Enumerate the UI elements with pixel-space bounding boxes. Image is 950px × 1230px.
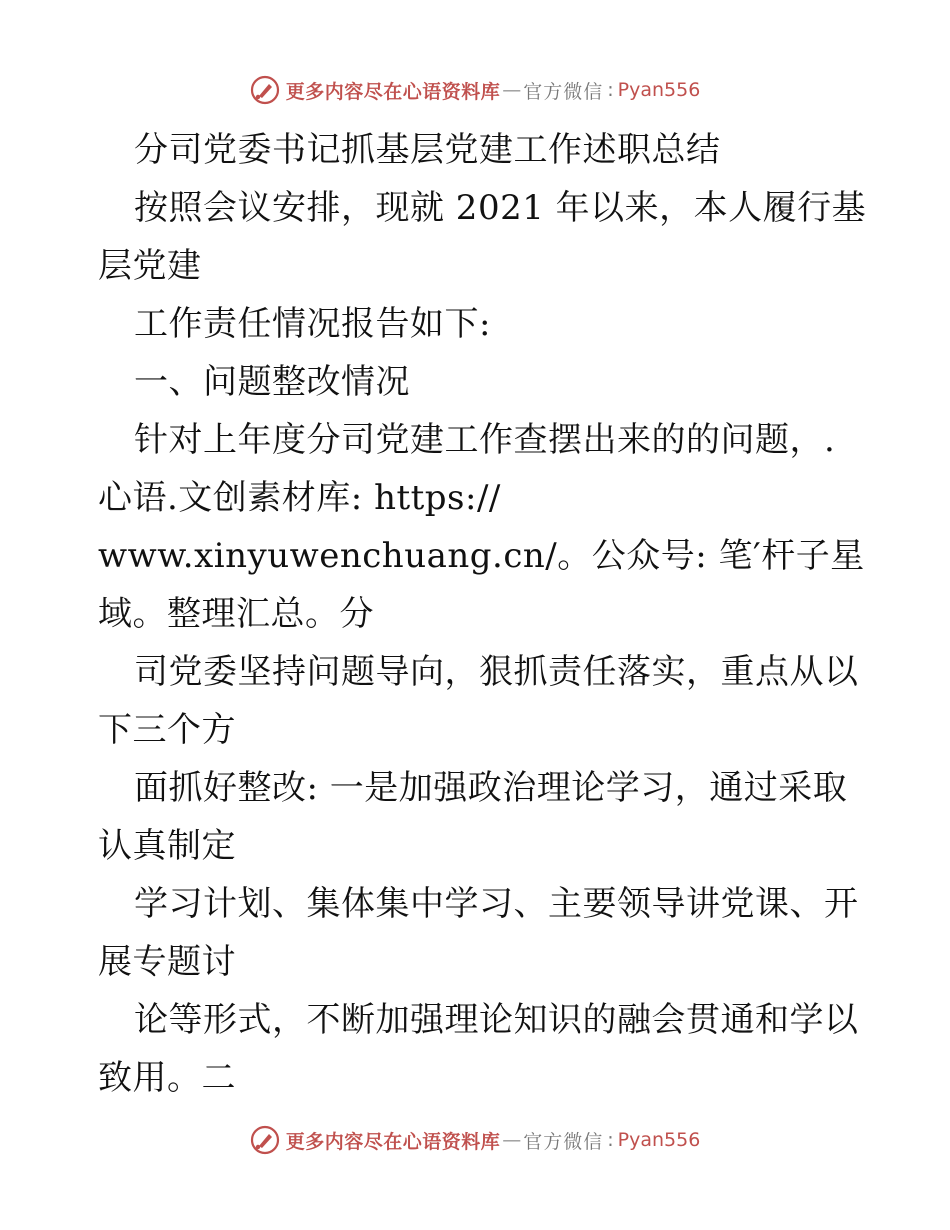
document-line: 分司党委书记抓基层党建工作述职总结 — [134, 130, 721, 170]
document-line: 面抓好整改: 一是加强政治理论学习，通过采取 — [134, 768, 848, 808]
pen-nib-logo-icon — [250, 1125, 280, 1155]
document-line: 司党委坚持问题导向，狠抓责任落实，重点从以 — [134, 652, 859, 692]
watermark-brand: 更多内容尽在心语资料库 — [285, 80, 501, 103]
document-line: 按照会议安排，现就 2021 年以来，本人履行基 — [134, 188, 867, 228]
document-body — [98, 121, 867, 1107]
document-line: 论等形式，不断加强理论知识的融会贯通和学以 — [134, 1000, 859, 1040]
pen-nib-logo-icon — [250, 75, 280, 105]
watermark-separator: : — [607, 1129, 614, 1151]
watermark-dash: — — [502, 79, 522, 101]
document-line: 学习计划、集体集中学习、主要领导讲党课、开 — [134, 884, 859, 924]
document-line: 工作责任情况报告如下: — [134, 304, 491, 344]
document-line: 域。整理汇总。分 — [98, 594, 374, 634]
document-line: 心语.文创素材库: https:// — [98, 478, 501, 518]
watermark-dash: — — [502, 1129, 522, 1151]
document-line: 认真制定 — [98, 826, 236, 866]
document-line: 下三个方 — [98, 710, 236, 750]
watermark-official-label: 官方微信 — [523, 80, 604, 103]
watermark-brand: 更多内容尽在心语资料库 — [285, 1130, 501, 1153]
document-line: 针对上年度分司党建工作查摆出来的的问题，. — [134, 420, 836, 460]
document-line: 层党建 — [98, 246, 202, 286]
watermark-separator: : — [607, 79, 614, 101]
document-line: 致用。二 — [98, 1058, 236, 1098]
watermark-official-label: 官方微信 — [523, 1130, 604, 1153]
watermark-wechat-id: Pyan556 — [617, 1129, 701, 1151]
document-line: 展专题讨 — [98, 942, 236, 982]
document-line: www.xinyuwenchuang.cn/。公众号: 笔′杆子星 — [98, 536, 865, 576]
watermark-wechat-id: Pyan556 — [617, 79, 701, 101]
document-line: 一、问题整改情况 — [134, 362, 410, 402]
header-watermark — [0, 72, 950, 108]
footer-watermark — [0, 1122, 950, 1158]
